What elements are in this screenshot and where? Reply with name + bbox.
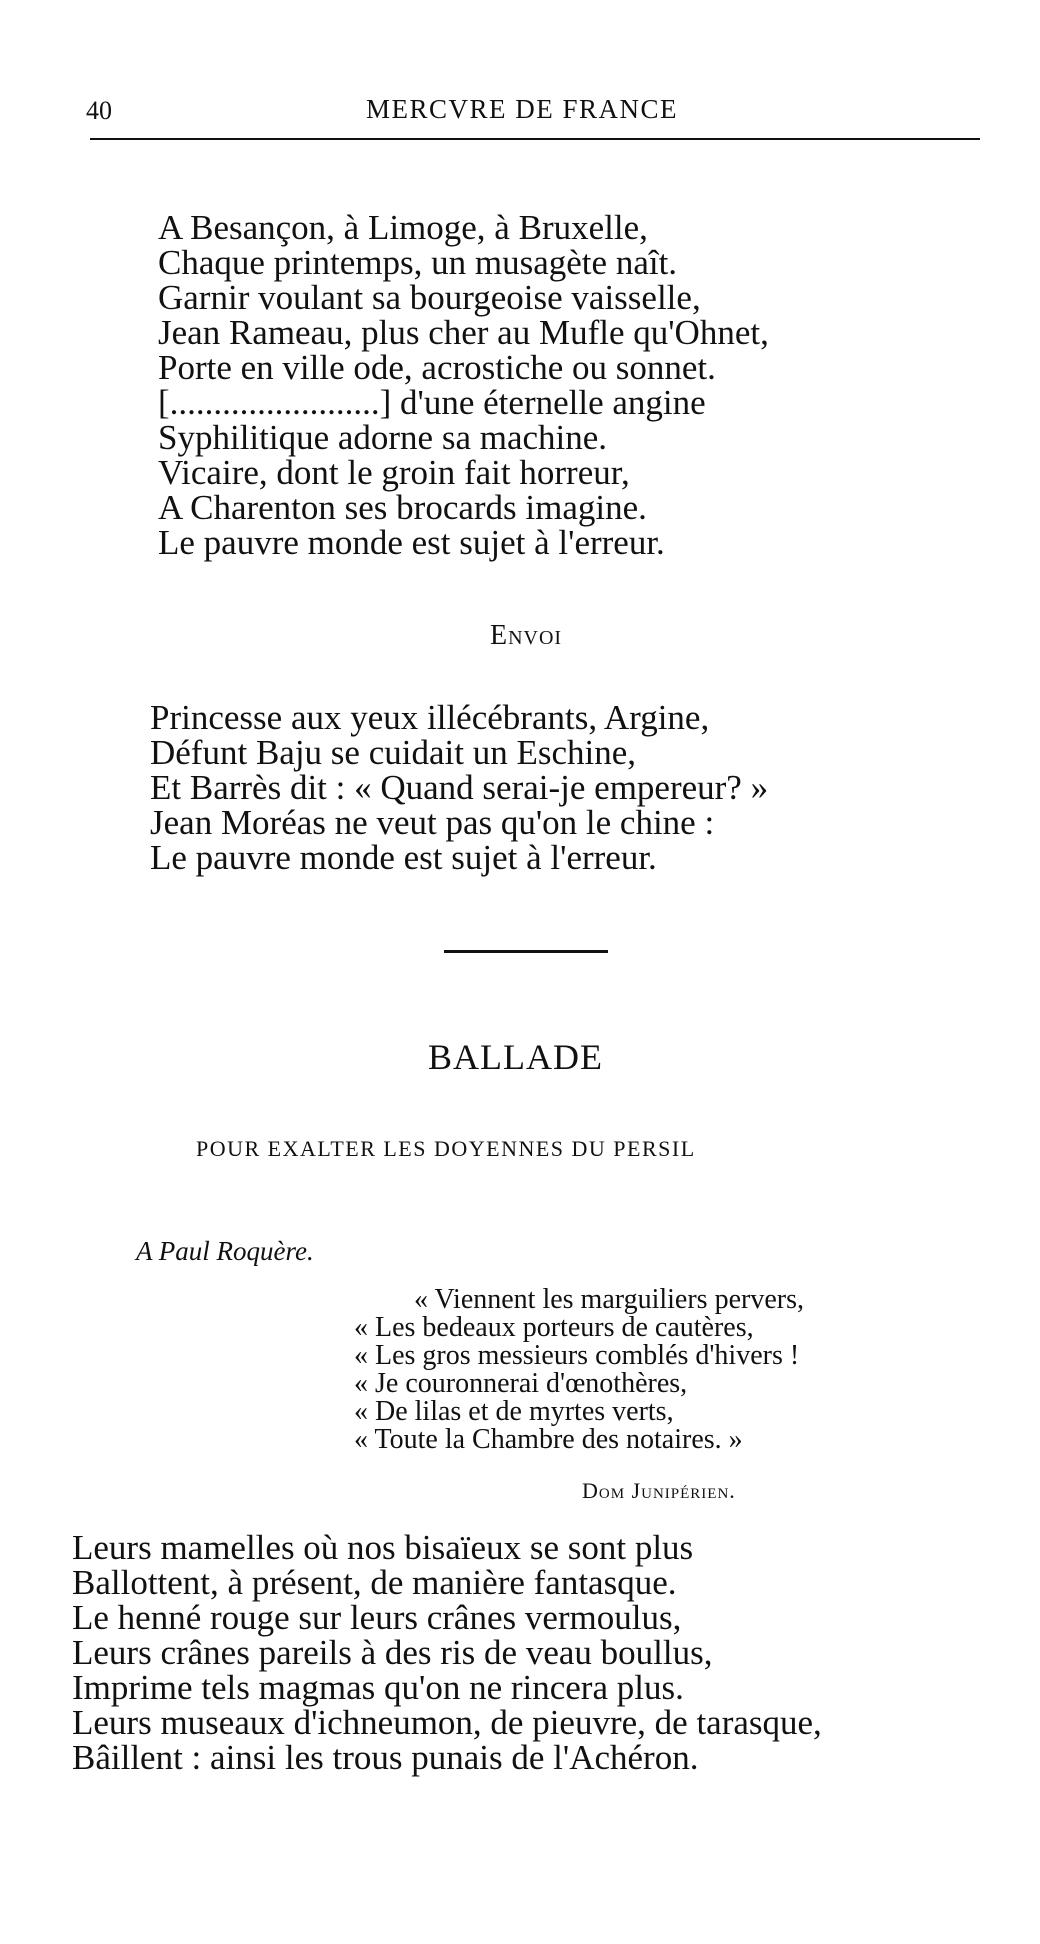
- epigraph-line: « Les bedeaux porteurs de cautères,: [354, 1312, 754, 1343]
- verse-line: Leurs mamelles où nos bisaïeux se sont plus: [72, 1528, 694, 1567]
- verse-line: Princesse aux yeux illécébrants, Argine,: [150, 698, 710, 737]
- stanza-1: [158, 210, 769, 560]
- epigraph-line: « De lilas et de myrtes verts,: [354, 1396, 674, 1427]
- envoi-stanza: [150, 700, 768, 875]
- page-number: 40: [86, 96, 112, 125]
- stanza-3: [72, 1530, 822, 1775]
- verse-line: Le pauvre monde est sujet à l'erreur.: [158, 523, 665, 562]
- verse-line: Syphilitique adorne sa machine.: [158, 418, 608, 457]
- verse-line: Vicaire, dont le groin fait horreur,: [158, 453, 630, 492]
- verse-line: Le pauvre monde est sujet à l'erreur.: [150, 838, 657, 877]
- page-header: [86, 92, 980, 142]
- verse-line: Porte en ville ode, acrostiche ou sonnet.: [158, 348, 716, 387]
- epigraph-line: « Les gros messieurs comblés d'hivers !: [354, 1340, 800, 1371]
- verse-line: Garnir voulant sa bourgeoise vaisselle,: [158, 278, 701, 317]
- verse-line: Imprime tels magmas qu'on ne rincera plus.: [72, 1668, 684, 1707]
- verse-line: [........................] d'une éternelle angine: [158, 383, 706, 422]
- ballade-subtitle: POUR EXALTER LES DOYENNES DU PERSIL: [196, 1136, 696, 1161]
- verse-line: Jean Rameau, plus cher au Mufle qu'Ohnet,: [158, 313, 769, 352]
- dedication: A Paul Roquère.: [136, 1236, 314, 1266]
- epigraph-line: « Viennent les marguiliers pervers,: [414, 1284, 804, 1315]
- verse-line: Bâillent : ainsi les trous punais de l'Achéron.: [72, 1738, 699, 1777]
- verse-line: Ballottent, à présent, de manière fantasque.: [72, 1563, 677, 1602]
- verse-line: Et Barrès dit : « Quand serai-je empereur? »: [150, 768, 769, 807]
- verse-line: Chaque printemps, un musagète naît.: [158, 243, 678, 282]
- epigraph-line: « Je couronnerai d'œnothères,: [354, 1368, 688, 1399]
- section-divider: [444, 950, 608, 953]
- ballade-title: BALLADE: [428, 1037, 603, 1077]
- verse-line: A Charenton ses brocards imagine.: [158, 488, 647, 527]
- header-rule: [90, 138, 980, 140]
- verse-line: Défunt Baju se cuidait un Eschine,: [150, 733, 636, 772]
- running-title: MERCVRE DE FRANCE: [366, 94, 679, 124]
- envoi-heading: Envoi: [490, 620, 563, 651]
- epigraph-line: « Toute la Chambre des notaires. »: [354, 1424, 743, 1455]
- epigraph: [354, 1286, 804, 1454]
- verse-line: Le henné rouge sur leurs crânes vermoulus,: [72, 1598, 682, 1637]
- epigraph-author: Dom Junipérien.: [582, 1478, 736, 1503]
- verse-line: Leurs museaux d'ichneumon, de pieuvre, de tarasque,: [72, 1703, 822, 1742]
- verse-line: A Besançon, à Limoge, à Bruxelle,: [158, 208, 648, 247]
- verse-line: Leurs crânes pareils à des ris de veau boullus,: [72, 1633, 713, 1672]
- verse-line: Jean Moréas ne veut pas qu'on le chine :: [150, 803, 715, 842]
